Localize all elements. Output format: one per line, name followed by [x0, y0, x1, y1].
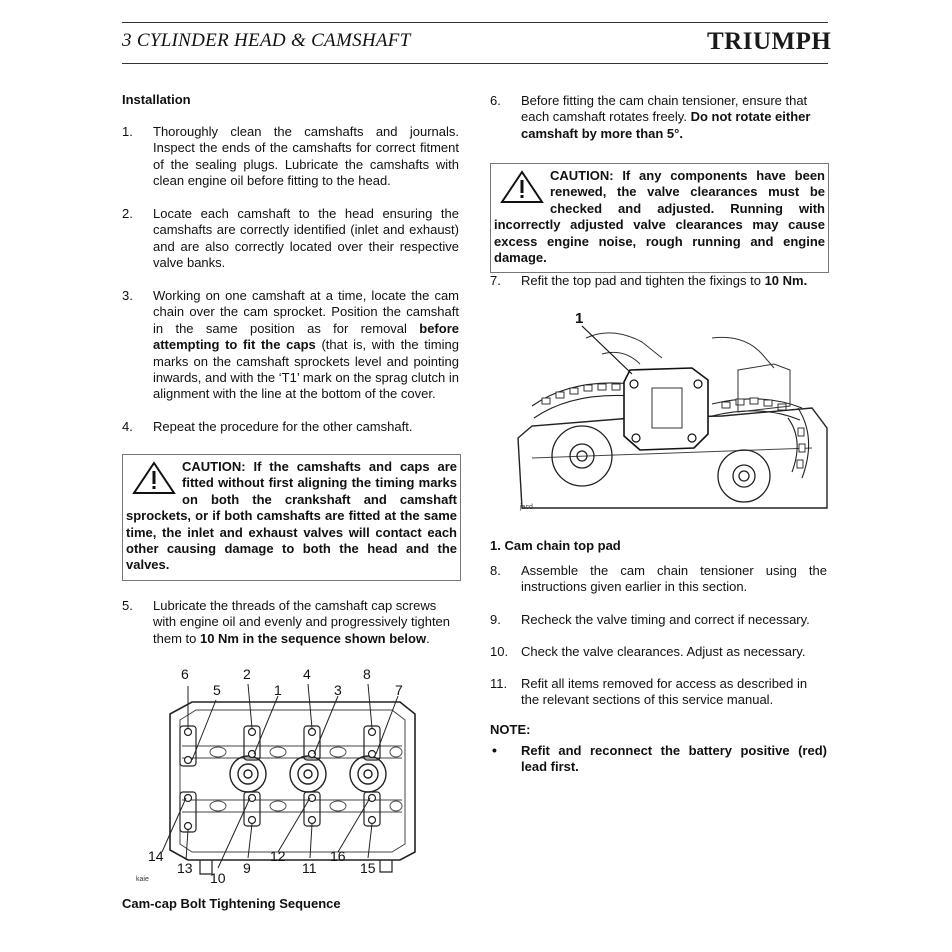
- step-text-bold: Do not rotate either camshaft by more than 5°.: [521, 109, 811, 141]
- note-heading: NOTE:: [490, 722, 531, 737]
- step-text: [521, 93, 827, 142]
- step-number: 7.: [490, 273, 501, 288]
- note-bullet-item: [490, 743, 827, 776]
- step-10: [490, 644, 827, 660]
- bolt-label: 11: [302, 860, 317, 876]
- triumph-logo: TRIUMPH: [707, 28, 832, 55]
- step-text: [153, 288, 459, 403]
- step-text-part: Before fitting the cam chain tensioner, ensure that each camshaft rotates freely.: [521, 93, 808, 125]
- step-text: Locate each camshaft to the head ensuring the camshafts are correctly identified (inlet and exhaust) and are also correctly located over their respective valve banks.: [153, 206, 459, 271]
- step-11: [490, 676, 827, 709]
- part-label: 1: [575, 310, 584, 327]
- step-text-part: .: [426, 630, 430, 646]
- caution-box-clearances: [490, 163, 829, 273]
- step-5: [122, 598, 459, 647]
- step-number: 6.: [490, 93, 501, 108]
- caution-text: CAUTION: If the camshafts and caps are fitted without first aligning the timing marks on both the crankshaft and camshaft sprockets, or if both camshafts are fitted at the same time, the inlet and exhaust valves will contact each other causing damage to both the head and the valves.: [126, 459, 457, 573]
- step-number: 3.: [122, 288, 133, 303]
- cam-cap-bolt-sequence-figure: [130, 662, 450, 892]
- step-8: [490, 563, 827, 596]
- warning-triangle-icon: [132, 461, 176, 495]
- bolt-label: 6: [181, 666, 189, 682]
- step-number: 8.: [490, 563, 501, 578]
- bolt-label: 1: [274, 682, 282, 698]
- chapter-title: 3 CYLINDER HEAD & CAMSHAFT: [122, 30, 411, 51]
- step-text-part: Working on one camshaft at a time, locate the cam chain over the cam sprocket. Position the camshaft in the same position as for removal: [153, 288, 459, 336]
- step-number: 10.: [490, 644, 509, 659]
- step-text-part: (that is, with the timing marks on the camshaft sprockets level and pointing inwards, and with the ‘T1’ mark on the sprag clutch in alignment with the line at the bottom of the cover.: [153, 337, 459, 402]
- bolt-label: 7: [395, 682, 403, 698]
- step-number: 5.: [122, 598, 133, 613]
- cam-chain-drawing: [512, 308, 832, 518]
- step-text: Thoroughly clean the camshafts and journals. Inspect the ends of the camshafts for correct fitment of the sealing plugs. Lubricate the camshafts with clean engine oil before fitting to the head.: [153, 124, 459, 189]
- step-text: Repeat the procedure for the other camshaft.: [153, 419, 413, 434]
- bolt-label: 12: [270, 848, 286, 864]
- step-text-bold: before attempting to fit the caps: [153, 320, 459, 353]
- step-text: Check the valve clearances. Adjust as necessary.: [521, 644, 806, 659]
- step-text: [521, 273, 827, 289]
- figure-code: jacd: [520, 504, 533, 511]
- section-heading-installation: Installation: [122, 92, 191, 107]
- bolt-label: 8: [363, 666, 371, 682]
- step-text-bold: 10 Nm in the sequence shown below: [199, 630, 427, 646]
- bullet-marker: •: [492, 742, 497, 758]
- step-7: [490, 273, 827, 289]
- step-2: [122, 206, 459, 272]
- caution-text: CAUTION: If any components have been renewed, the valve clearances must be checked and adjusted. Running with incorrectly adjusted valve clearances may cause excess engine noise, rough running and engine damage.: [494, 168, 825, 266]
- bolt-label: 4: [303, 666, 311, 682]
- step-text: Recheck the valve timing and correct if necessary.: [521, 612, 810, 627]
- step-text: Assemble the cam chain tensioner using the instructions given earlier in this section.: [521, 563, 827, 595]
- cam-chain-top-pad-figure: [512, 308, 832, 518]
- bolt-label: 15: [360, 860, 376, 876]
- bolt-label: 16: [330, 848, 346, 864]
- bolt-label: 2: [243, 666, 251, 682]
- step-number: 11.: [490, 676, 508, 691]
- step-1: [122, 124, 459, 190]
- step-text: Refit all items removed for access as described in the relevant sections of this service manual.: [521, 676, 808, 708]
- step-text-part: Refit the top pad and tighten the fixings to: [521, 273, 765, 288]
- caution-box-timing: [122, 454, 461, 581]
- step-4: [122, 419, 459, 435]
- step-3: [122, 288, 459, 403]
- header-rule-bottom: [122, 63, 828, 64]
- bolt-label: 14: [148, 848, 164, 864]
- bolt-label: 13: [177, 860, 193, 876]
- figure-caption-left: Cam-cap Bolt Tightening Sequence: [122, 896, 341, 911]
- step-text: [153, 598, 459, 647]
- note-text: Refit and reconnect the battery positive (red) lead first.: [521, 743, 827, 775]
- figure-code: kaie: [136, 876, 149, 883]
- step-number: 4.: [122, 419, 133, 434]
- bolt-label: 5: [213, 682, 221, 698]
- step-number: 1.: [122, 124, 133, 139]
- step-text-bold: 10 Nm.: [764, 273, 808, 288]
- step-number: 2.: [122, 206, 133, 221]
- bolt-label: 9: [243, 860, 251, 876]
- step-9: [490, 612, 827, 628]
- figure-caption-right: 1. Cam chain top pad: [490, 538, 621, 553]
- step-text-part: Lubricate the threads of the camshaft cap screws with engine oil and evenly and progressively tighten them to: [153, 598, 451, 646]
- step-number: 9.: [490, 612, 501, 627]
- bolt-label: 3: [334, 682, 342, 698]
- header-rule-top: [122, 22, 828, 23]
- step-6: [490, 93, 827, 142]
- warning-triangle-icon: [500, 170, 544, 204]
- bolt-label: 10: [210, 870, 226, 886]
